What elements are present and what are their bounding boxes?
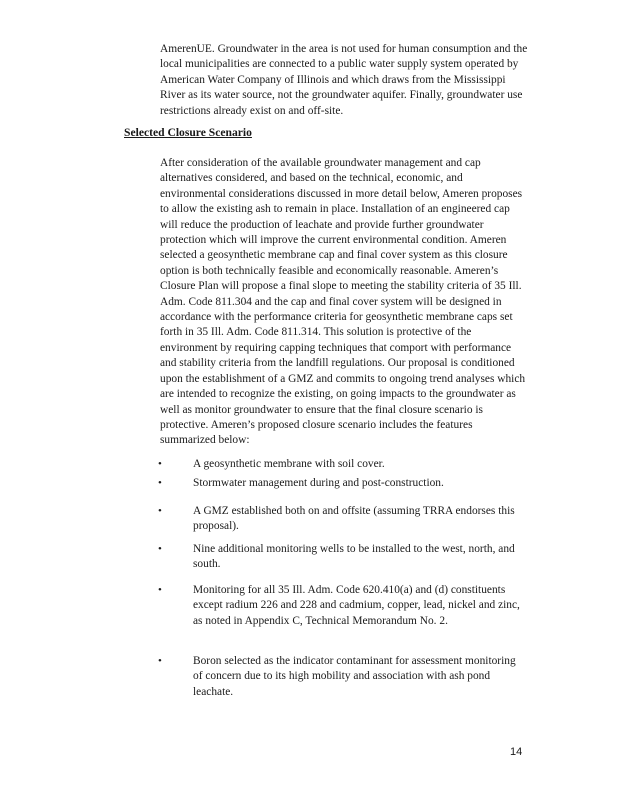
bullet-icon: • [158, 477, 162, 489]
bullet-text: Boron selected as the indicator contaminant for assessment monitoring of concern due to its high mobility and association with ash pond leachate. [193, 655, 516, 698]
bullet-icon: • [158, 655, 162, 667]
bullet-icon: • [158, 543, 162, 555]
page-number: 14 [510, 746, 523, 758]
bullet-text: Stormwater management during and post-construction. [193, 477, 444, 489]
bullet-text: A geosynthetic membrane with soil cover. [193, 458, 385, 470]
bullet-text: Nine additional monitoring wells to be installed to the west, north, and south. [193, 543, 515, 571]
bullet-text: A GMZ established both on and offsite (assuming TRRA endorses this proposal). [193, 505, 515, 533]
bullet-icon: • [158, 505, 162, 517]
bullet-icon: • [158, 458, 162, 470]
section-heading: Selected Closure Scenario [124, 126, 252, 139]
bullet-text: Monitoring for all 35 Ill. Adm. Code 620.410(a) and (d) constituents except radium 226 and 228 and cadmium, copper, lead, nickel and zinc, as noted in Appendix C, Technical Memorandum No. 2. [193, 584, 520, 627]
intro-paragraph: AmerenUE. Groundwater in the area is not used for human consumption and the local municipalities are connected to a public water supply system operated by American Water Company of Illinois and which draws from the Mississippi River as its water source, not the groundwater aquifer. Finally, groundwater use restrictions already exist on and off-site. [160, 43, 528, 117]
closure-scenario-paragraph: After consideration of the available groundwater management and cap alternatives considered, and based on the technical, economic, and environmental considerations discussed in more detail below, Ameren proposes to allow the existing ash to remain in place. Installation of an engineered cap will reduce the production of leachate and provide further groundwater protection which will improve the current environmental condition. Ameren selected a geosynthetic membrane cap and final cover system as this closure option is both technically feasible and economically reasonable. Ameren’s Closure Plan will propose a final slope to meeting the stability criteria of 35 Ill. Adm. Code 811.304 and the cap and final cover system will be designed in accordance with the performance criteria for geosynthetic membrane caps set forth in 35 Ill. Adm. Code 811.314. This solution is protective of the environment by requiring capping techniques that comport with performance and stability criteria from the landfill regulations. Our proposal is conditioned upon the establishment of a GMZ and commits to ongoing trend analyses which are intended to recognize the existing, on going impacts to the groundwater as well as monitor groundwater to ensure that the final closure scenario is protective. Ameren’s proposed closure scenario includes the features summarized below: [160, 157, 526, 447]
bullet-icon: • [158, 584, 162, 596]
